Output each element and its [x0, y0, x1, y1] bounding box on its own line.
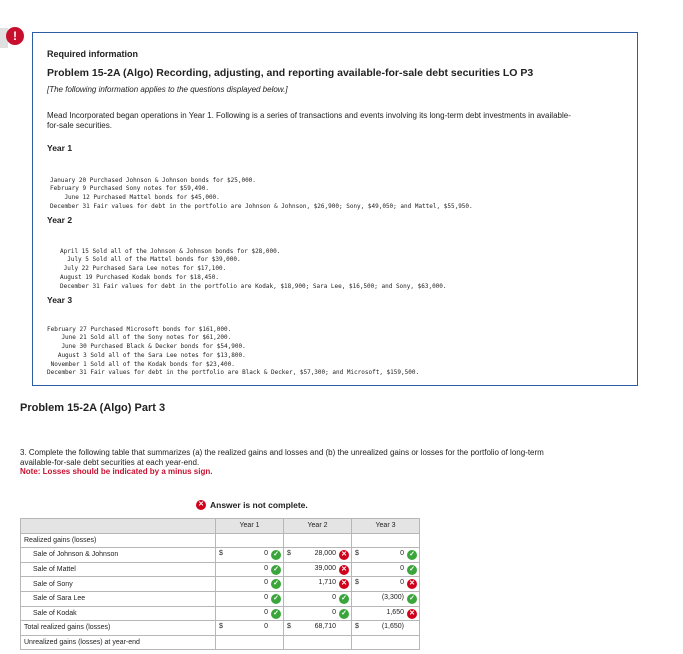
- currency-sign: $: [355, 579, 359, 587]
- table-row: [21, 591, 420, 606]
- transaction-line: December 31 Fair values for debt in the portfolio are Kodak, $18,900; Sara Lee, $16,500; and Sony, $63,000.: [60, 282, 447, 290]
- answer-value: 0: [332, 608, 336, 616]
- intro-text: Mead Incorporated began operations in Year 1. Following is a series of transactions and events involving its long-term debt investments in available-for-sale securities.: [47, 111, 571, 130]
- x-circle-icon: ✕: [196, 500, 206, 510]
- transaction-line: December 31 Fair values for debt in the portfolio are Johnson & Johnson, $26,900; Sony, $49,050; and Mattel, $55,950.: [50, 202, 473, 210]
- answer-value: 0: [264, 593, 268, 601]
- empty-cell: [216, 533, 284, 548]
- answer-value: 0: [264, 608, 268, 616]
- check-circle-icon: ✓: [271, 565, 281, 575]
- total-year-1: [216, 621, 284, 636]
- year-1-heading: Year 1: [47, 143, 73, 153]
- transaction-line: January 20 Purchased Johnson & Johnson bonds for $25,000.: [50, 176, 256, 184]
- total-row: [21, 621, 420, 636]
- x-circle-icon: ✕: [339, 550, 349, 560]
- check-circle-icon: ✓: [339, 594, 349, 604]
- answer-value: 28,000: [314, 550, 336, 558]
- currency-sign: $: [355, 623, 359, 631]
- unrealized-year-2-input[interactable]: [284, 635, 352, 650]
- answer-value: (3,300): [381, 593, 404, 601]
- answer-value: 0: [332, 593, 336, 601]
- check-circle-icon: ✓: [271, 594, 281, 604]
- unrealized-year-1-input[interactable]: [216, 635, 284, 650]
- section-row: [21, 533, 420, 548]
- header-year-2: Year 2: [284, 519, 352, 534]
- answer-value: 0: [400, 550, 404, 558]
- header-year-3: Year 3: [352, 519, 420, 534]
- row-label: Sale of Kodak: [21, 606, 216, 621]
- applies-note: [The following information applies to the questions displayed below.]: [47, 85, 288, 94]
- answer-input[interactable]: [216, 577, 284, 592]
- check-circle-icon: ✓: [339, 609, 349, 619]
- transaction-line: August 19 Purchased Kodak bonds for $18,450.: [60, 273, 219, 281]
- answer-input[interactable]: [216, 562, 284, 577]
- answer-input[interactable]: [216, 606, 284, 621]
- row-label: Sale of Sara Lee: [21, 591, 216, 606]
- check-circle-icon: ✓: [271, 609, 281, 619]
- total-value: (1,650): [381, 623, 404, 631]
- answer-input[interactable]: [216, 591, 284, 606]
- currency-sign: $: [287, 623, 291, 631]
- instructions: [20, 448, 580, 477]
- answer-input[interactable]: [284, 562, 352, 577]
- transaction-line: April 15 Sold all of the Johnson & Johnson bonds for $28,000.: [60, 247, 281, 255]
- transaction-line: July 5 Sold all of the Mattel bonds for $39,000.: [60, 256, 241, 264]
- answer-input[interactable]: [216, 548, 284, 563]
- year-2-heading: Year 2: [47, 215, 73, 225]
- transaction-line: June 21 Sold all of the Sony notes for $61,200.: [47, 334, 232, 342]
- answer-value: 1,710: [318, 579, 336, 587]
- answer-value: 0: [264, 550, 268, 558]
- transaction-line: June 12 Purchased Mattel bonds for $45,000.: [50, 194, 220, 202]
- x-circle-icon: ✕: [407, 609, 417, 619]
- currency-sign: $: [219, 623, 223, 631]
- transaction-line: August 3 Sold all of the Sara Lee notes for $13,800.: [47, 351, 246, 359]
- currency-sign: $: [355, 550, 359, 558]
- instructions-text: 3. Complete the following table that summarizes (a) the realized gains and losses and (b) the unrealized gains or losses for the portfolio of long-term available-for-sale debt securities at each year-end.: [20, 448, 544, 467]
- empty-cell: [284, 533, 352, 548]
- answer-input[interactable]: [284, 577, 352, 592]
- answer-value: 0: [400, 564, 404, 572]
- required-info-label: Required information: [47, 49, 139, 59]
- answer-value: 0: [400, 579, 404, 587]
- section-label: Realized gains (losses): [21, 533, 216, 548]
- unrealized-label: Unrealized gains (losses) at year-end: [21, 635, 216, 650]
- check-circle-icon: ✓: [407, 594, 417, 604]
- unrealized-year-3-input[interactable]: [352, 635, 420, 650]
- check-circle-icon: ✓: [407, 565, 417, 575]
- alert-icon: !: [6, 27, 24, 45]
- table-row: [21, 548, 420, 563]
- note-text: Note: Losses should be indicated by a minus sign.: [20, 467, 213, 476]
- header-row: [21, 519, 420, 534]
- total-value: 0: [264, 623, 268, 631]
- check-circle-icon: ✓: [407, 550, 417, 560]
- transaction-line: November 1 Sold all of the Kodak bonds for $23,400.: [47, 360, 235, 368]
- total-year-3: [352, 621, 420, 636]
- row-label: Sale of Sony: [21, 577, 216, 592]
- answer-input[interactable]: [352, 562, 420, 577]
- answer-value: 39,000: [314, 564, 336, 572]
- check-circle-icon: ✓: [271, 579, 281, 589]
- check-circle-icon: ✓: [271, 550, 281, 560]
- transaction-line: February 9 Purchased Sony notes for $59,490.: [50, 185, 209, 193]
- table-row: [21, 606, 420, 621]
- currency-sign: $: [219, 550, 223, 558]
- completion-status: [196, 500, 308, 510]
- answer-input[interactable]: [352, 591, 420, 606]
- answer-input[interactable]: [284, 548, 352, 563]
- total-value: 68,710: [314, 623, 336, 631]
- answer-value: 1,650: [386, 608, 404, 616]
- answer-input[interactable]: [352, 548, 420, 563]
- table-row: [21, 577, 420, 592]
- status-text: Answer is not complete.: [210, 500, 308, 510]
- row-label: Sale of Mattel: [21, 562, 216, 577]
- transaction-line: December 31 Fair values for debt in the portfolio are Black & Decker, $57,300; and Microsoft, $159,500.: [47, 369, 420, 377]
- header-blank: [21, 519, 216, 534]
- year-2-transactions: [60, 239, 447, 291]
- part-title: Problem 15-2A (Algo) Part 3: [20, 402, 166, 414]
- table-row: [21, 562, 420, 577]
- answer-input[interactable]: [284, 591, 352, 606]
- x-circle-icon: ✕: [339, 579, 349, 589]
- answer-value: 0: [264, 564, 268, 572]
- unrealized-row: [21, 635, 420, 650]
- total-year-2: [284, 621, 352, 636]
- x-circle-icon: ✕: [339, 565, 349, 575]
- required-info-box: [32, 32, 638, 386]
- answer-input[interactable]: [352, 577, 420, 592]
- answer-input[interactable]: [352, 606, 420, 621]
- x-circle-icon: ✕: [407, 579, 417, 589]
- problem-title: Problem 15-2A (Algo) Recording, adjusting, and reporting available-for-sale debt securities LO P3: [47, 67, 534, 79]
- row-label: Sale of Johnson & Johnson: [21, 548, 216, 563]
- year-1-transactions: [50, 168, 473, 212]
- answer-value: 0: [264, 579, 268, 587]
- transaction-line: June 30 Purchased Black & Decker bonds for $54,900.: [47, 343, 246, 351]
- header-year-1: Year 1: [216, 519, 284, 534]
- year-3-heading: Year 3: [47, 295, 73, 305]
- empty-cell: [352, 533, 420, 548]
- year-3-transactions: [47, 317, 419, 378]
- answer-input[interactable]: [284, 606, 352, 621]
- transaction-line: July 22 Purchased Sara Lee notes for $17,100.: [60, 265, 227, 273]
- transaction-line: February 27 Purchased Microsoft bonds for $161,000.: [47, 325, 232, 333]
- answer-table: [20, 518, 420, 650]
- total-label: Total realized gains (losses): [21, 621, 216, 636]
- currency-sign: $: [287, 550, 291, 558]
